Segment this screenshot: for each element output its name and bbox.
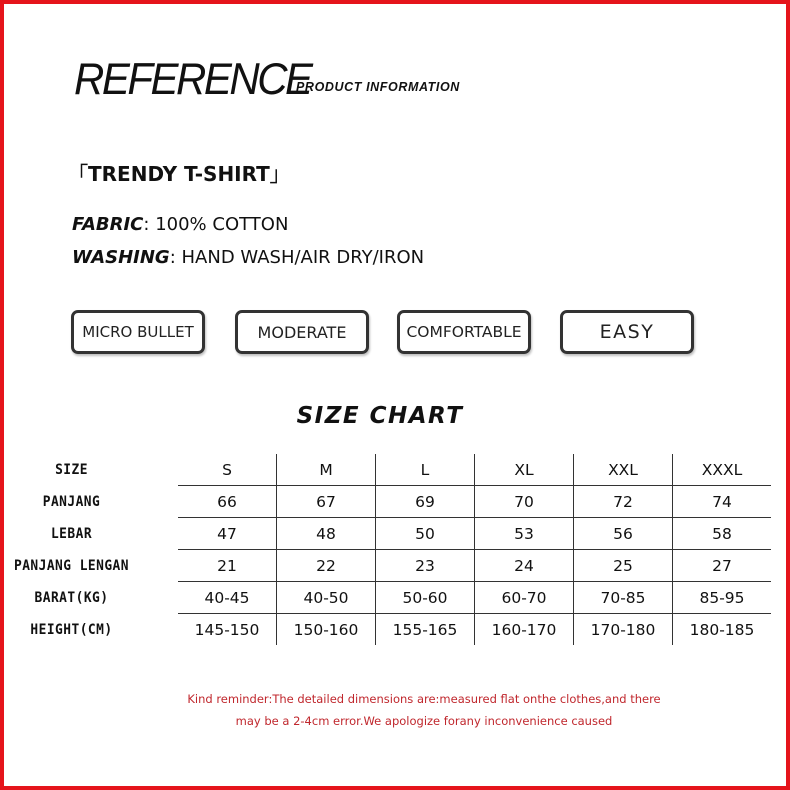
table-cell: 24 [475, 550, 574, 582]
row-label-panjang-lengan: PANJANG LENGAN [13, 558, 129, 574]
row-label-size: SIZE [55, 462, 88, 478]
badge-comfortable: COMFORTABLE [397, 310, 531, 354]
table-cell: 21 [217, 556, 237, 575]
table-header-row [178, 454, 771, 486]
size-chart-title: SIZE CHART [296, 403, 464, 429]
table-row [178, 582, 771, 614]
table-cell: 50 [376, 518, 475, 550]
table-cell: 27 [673, 550, 772, 582]
table-cell: 70-85 [574, 582, 673, 614]
fabric-value: : 100% COTTON [143, 214, 289, 235]
size-chart-table [178, 454, 771, 645]
table-cell: 48 [277, 518, 376, 550]
table-cell: 85-95 [673, 582, 772, 614]
table-cell: 50-60 [376, 582, 475, 614]
table-cell: 53 [475, 518, 574, 550]
badge-easy: EASY [560, 310, 694, 354]
table-cell: 25 [574, 550, 673, 582]
product-name: 「TRENDY T-SHIRT」 [68, 162, 290, 186]
table-row [178, 614, 771, 646]
table-cell: 72 [574, 486, 673, 518]
fabric-spec [72, 216, 288, 234]
table-row [178, 486, 771, 518]
table-cell: 56 [574, 518, 673, 550]
table-cell: 58 [673, 518, 772, 550]
badge-micro-bullet: MICRO BULLET [71, 310, 205, 354]
table-row [178, 518, 771, 550]
size-header: L [376, 454, 475, 486]
table-cell: 150-160 [277, 614, 376, 646]
row-label-barat: BARAT(KG) [34, 590, 109, 606]
table-cell: 60-70 [475, 582, 574, 614]
table-cell: 69 [376, 486, 475, 518]
washing-spec [72, 249, 424, 267]
table-cell: 22 [277, 550, 376, 582]
row-label-height: HEIGHT(CM) [30, 622, 113, 638]
row-label-panjang: PANJANG [42, 494, 101, 510]
row-label-lebar: LEBAR [50, 526, 93, 542]
table-row [178, 550, 771, 582]
size-header: XXL [574, 454, 673, 486]
table-cell: 40-45 [204, 588, 250, 607]
badge-moderate: MODERATE [235, 310, 369, 354]
page-title: REFERENCE [74, 53, 311, 104]
table-cell: 74 [673, 486, 772, 518]
table-cell: 155-165 [376, 614, 475, 646]
table-cell: 70 [475, 486, 574, 518]
table-cell: 170-180 [574, 614, 673, 646]
page-subtitle: PRODUCT INFORMATION [296, 80, 460, 94]
size-header: XL [475, 454, 574, 486]
reminder-line-2: may be a 2-4cm error.We apologize forany inconvenience caused [235, 714, 613, 728]
table-cell: 160-170 [475, 614, 574, 646]
size-header: S [222, 460, 232, 479]
table-cell: 145-150 [194, 620, 260, 639]
table-cell: 40-50 [277, 582, 376, 614]
table-cell: 67 [277, 486, 376, 518]
washing-value: : HAND WASH/AIR DRY/IRON [169, 247, 425, 268]
reminder-line-1: Kind reminder:The detailed dimensions are:measured flat onthe clothes,and there [187, 692, 661, 706]
table-cell: 23 [376, 550, 475, 582]
table-cell: 66 [217, 492, 237, 511]
table-cell: 180-185 [673, 614, 772, 646]
table-cell: 47 [217, 524, 237, 543]
size-header: XXXL [673, 454, 772, 486]
washing-label: WASHING [72, 247, 170, 268]
fabric-label: FABRIC [72, 214, 144, 235]
size-header: M [277, 454, 376, 486]
